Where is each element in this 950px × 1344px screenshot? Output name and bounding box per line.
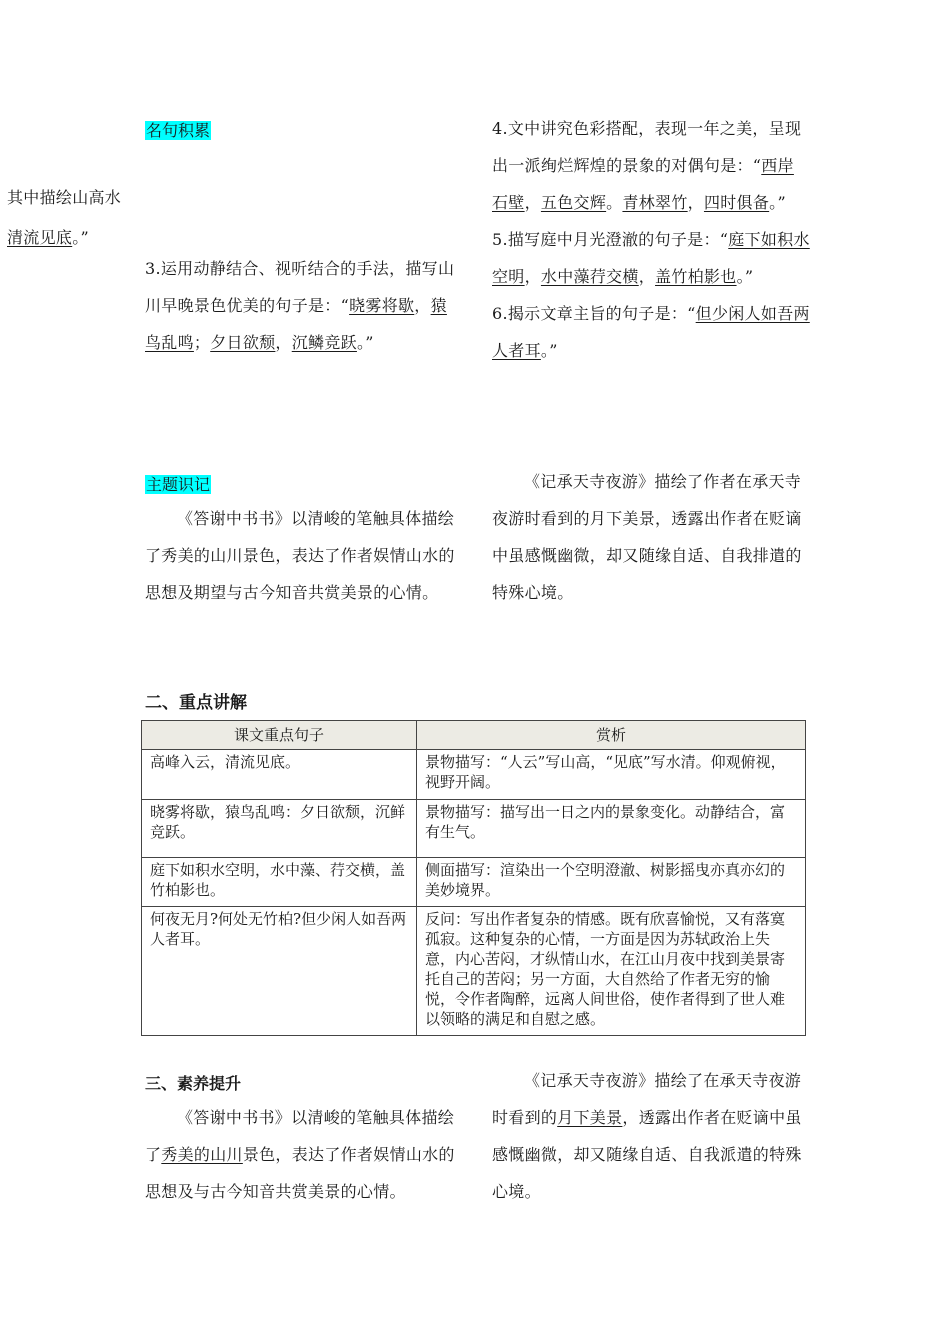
theme-tag: 主题识记 xyxy=(146,475,211,494)
table-row xyxy=(142,858,806,907)
underlined-phrase: 秀美的山川 xyxy=(161,1145,243,1164)
left-fragment-underlined: 清流见底 xyxy=(7,228,73,247)
table-cell-analysis: 侧面描写：渲染出一个空明澄澈、树影摇曳亦真亦幻的美妙境界。 xyxy=(417,858,806,907)
section-3-left-text: 《答谢中书书》以清峻的笔触具体描绘了秀美的山川景色，表达了作者娱情山水的思想及与古今知音共赏美景的心情。 xyxy=(145,1108,455,1201)
quote-underlined: 沉鳞竞跃 xyxy=(291,333,357,352)
left-fragment-line2: 清流见底。” xyxy=(7,228,89,247)
table-row xyxy=(142,750,806,800)
famous-items-right xyxy=(492,110,810,369)
famous-item-6: 6.揭示文章主旨的句子是：“但少闲人如吾两人者耳。” xyxy=(492,304,810,360)
table-row xyxy=(142,800,806,858)
quote-underlined: 猿鸟乱鸣 xyxy=(145,296,447,352)
quote-underlined: 庭下如积水空明 xyxy=(492,230,810,286)
quote-underlined: 四时俱备 xyxy=(703,193,770,212)
theme-left-text: 《答谢中书书》以清峻的笔触具体描绘了秀美的山川景色，表达了作者娱情山水的思想及期望与古今知音共赏美景的心情。 xyxy=(145,509,455,602)
table-cell-analysis: 景物描写：描写出一日之内的景象变化。动静结合，富有生气。 xyxy=(417,800,806,858)
left-fragment-line1: 其中描绘山高水 xyxy=(7,188,122,207)
table-header-analysis: 赏析 xyxy=(417,721,806,750)
quote-underlined: 盖竹柏影也 xyxy=(655,267,737,286)
theme-right-text: 《记承天寺夜游》描绘了作者在承天寺夜游时看到的月下美景，透露出作者在贬谪中虽感慨幽微，却又随缘自适、自我排遣的特殊心境。 xyxy=(492,472,802,602)
quote-underlined: 青林翠竹 xyxy=(622,193,688,212)
quote-underlined: 水中藻荇交横 xyxy=(540,267,639,286)
table-cell-sentence: 庭下如积水空明，水中藻、荇交横，盖竹柏影也。 xyxy=(142,858,417,907)
quote-underlined: 晓雾将歇 xyxy=(349,296,415,315)
famous-item-4: 4.文中讲究色彩搭配，表现一年之美，呈现出一派绚烂辉煌的景象的对偶句是：“西岸石壁，五色交辉。青林翠竹，四时俱备。” xyxy=(492,119,802,212)
table-cell-sentence: 晓雾将歇，猿鸟乱鸣：夕日欲颓，沉鲜竞跃。 xyxy=(142,800,417,858)
quote-underlined: 夕日欲颓 xyxy=(210,333,276,352)
table-row xyxy=(142,907,806,1036)
section-3-title: 三、素养提升 xyxy=(145,1074,242,1093)
table-cell-analysis: 景物描写：“人云”写山高，“见底”写水清。仰观俯视，视野开阔。 xyxy=(417,750,806,800)
table-header-sentence: 课文重点句子 xyxy=(142,721,417,750)
table-cell-sentence: 高峰入云，清流见底。 xyxy=(142,750,417,800)
key-points-table xyxy=(141,720,806,1036)
quote-underlined: 五色交辉 xyxy=(540,193,607,212)
quote-underlined: 西岸石壁 xyxy=(492,156,794,212)
underlined-phrase: 月下美景 xyxy=(557,1108,623,1127)
left-fragment xyxy=(7,178,132,258)
section-2-title: 二、重点讲解 xyxy=(145,693,247,713)
table-header-row xyxy=(142,721,806,750)
table-cell-analysis: 反问：写出作者复杂的情感。既有欣喜愉悦，又有落寞孤寂。这种复杂的心情，一方面是因为苏轼政治上失意，内心苦闷，才纵情山水，在江山月夜中找到美景寄托自己的苦闷；另一方面，大自然给了作者无穷的愉悦，令作者陶醉，远离人间世俗，使作者得到了世人难以领略的满足和自慰之感。 xyxy=(417,907,806,1036)
famous-lines-tag: 名句积累 xyxy=(146,121,211,140)
famous-item-5: 5.描写庭中月光澄澈的句子是：“庭下如积水空明，水中藻荇交横，盖竹柏影也。” xyxy=(492,230,810,286)
famous-item-3: 3.运用动静结合、视听结合的手法，描写山川早晚景色优美的句子是：“晓雾将歇，猿鸟乱鸣；夕日欲颓，沉鳞竞跃。” xyxy=(145,259,455,352)
table-cell-sentence: 何夜无月?何处无竹柏?但少闲人如吾两人者耳。 xyxy=(142,907,417,1036)
section-3-right-text: 《记承天寺夜游》描绘了在承天寺夜游时看到的月下美景，透露出作者在贬谪中虽感慨幽微，却又随缘自适、自我派遣的特殊心境。 xyxy=(492,1071,802,1201)
quote-underlined: 但少闲人如吾两人者耳 xyxy=(492,304,810,360)
